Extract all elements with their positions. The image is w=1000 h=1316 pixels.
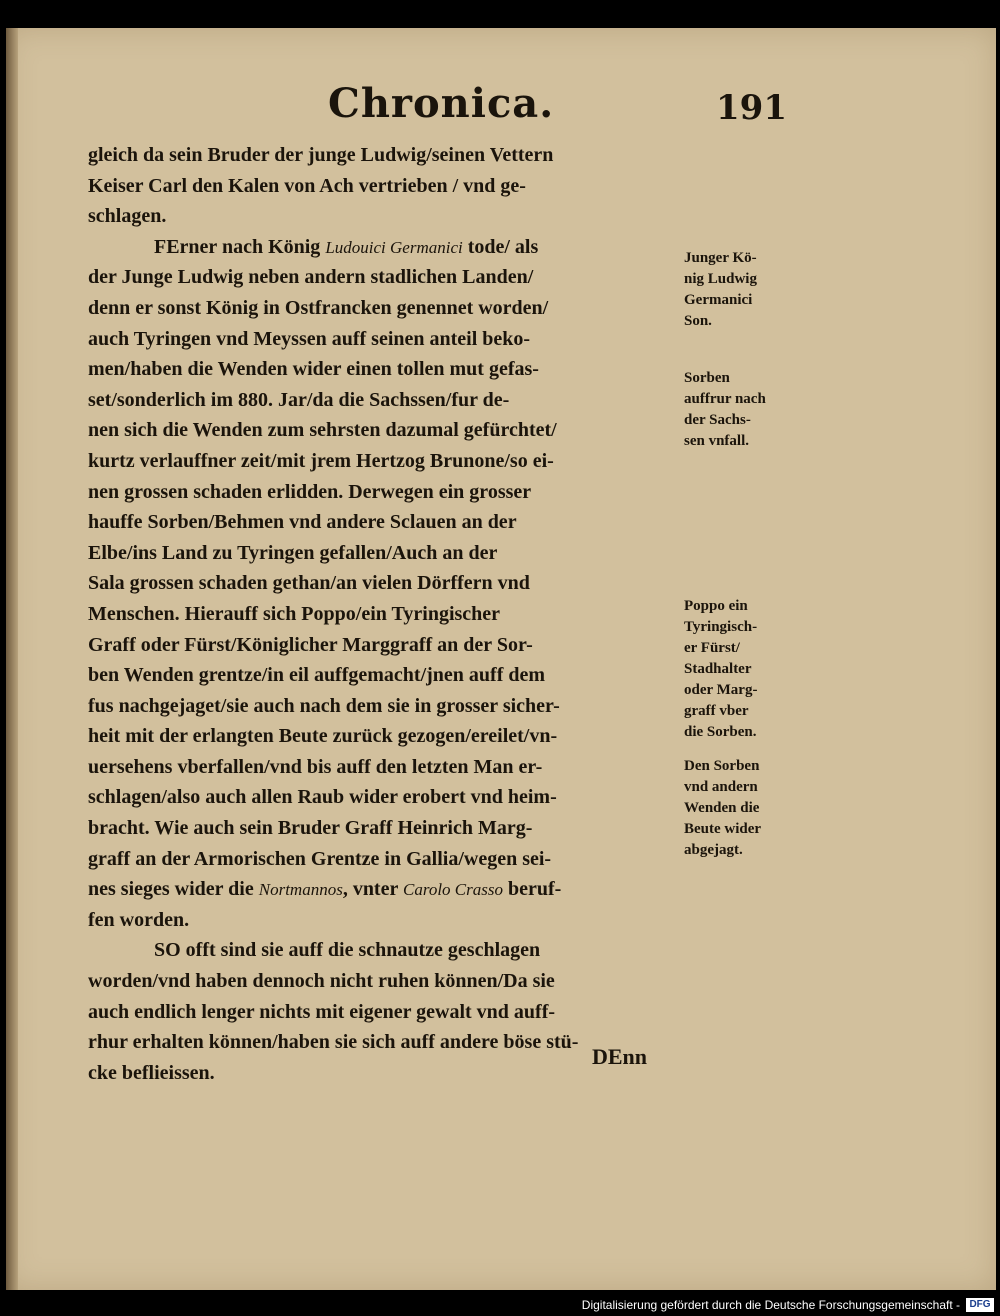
marginal-line: Den Sorben [684,758,760,774]
marginal-line: oder Marg- [684,682,758,698]
latin-term: Ludouici Germanici [325,237,463,257]
marginal-line: der Sachs- [684,412,751,428]
marginal-line: sen vnfall. [684,433,750,449]
footer-bar [0,1298,1000,1316]
page-binding-edge [6,28,18,1290]
text-segment: FErner nach König [154,235,326,258]
text-segment: beruf- [502,878,562,901]
text-line: fen worden. [88,908,190,931]
marginal-line: Junger Kö- [684,250,757,266]
latin-term: Nortmannos [258,880,343,900]
marginal-line: graff vber [684,703,749,719]
marginal-line: er Fürst/ [684,640,740,656]
text-line: bracht. Wie auch sein Bruder Graff Heinrich Marg- [88,817,533,840]
marginal-line: Sorben [684,370,730,386]
text-line: auch Tyringen vnd Meyssen auff seinen anteil beko- [88,327,531,350]
text-line: cke beflieissen. [88,1061,215,1084]
marginal-line: Wenden die [684,800,760,816]
text-line: Menschen. Hierauff sich Poppo/ein Tyringischer [88,602,501,625]
marginal-line: nig Ludwig [684,271,757,287]
text-line: Graff oder Fürst/Königlicher Marggraff an der Sor- [88,633,533,656]
marginal-line: die Sorben. [684,724,757,740]
text-line: heit mit der erlangten Beute zurück gezogen/ereilet/vn- [88,725,558,748]
text-line: der Junge Ludwig neben andern stadlichen Landen/ [88,266,534,289]
text-line: Keiser Carl den Kalen von Ach vertrieben / vnd ge- [88,174,526,197]
marginal-line: Son. [684,313,712,329]
text-line: set/sonderlich im 880. Jar/da die Sachssen/fur de- [88,388,510,411]
marginal-line: abgejagt. [684,842,743,858]
dfg-logo: DFG [966,1298,994,1312]
funding-credit: Digitalisierung gefördert durch die Deutsche Forschungsgemeinschaft - [581,1298,960,1312]
text-segment: nes sieges wider die [88,878,259,901]
text-line: men/haben die Wenden wider einen tollen mut gefas- [88,358,539,381]
marginal-line: Tyringisch- [684,619,758,635]
marginal-note-1 [684,248,810,332]
page-number: 191 [716,88,787,128]
running-title: Chronica. [328,80,555,127]
text-line: fus nachgejaget/sie auch nach dem sie in grosser sicher- [88,694,560,717]
text-line: schlagen. [88,205,167,228]
text-line: Sala grossen schaden gethan/an vielen Dörffern vnd [88,572,530,595]
marginal-line: vnd andern [684,779,758,795]
catchword: DEnn [592,1044,648,1069]
text-line: denn er sonst König in Ostfrancken genennet worden/ [88,296,549,319]
marginal-note-4 [684,756,810,861]
text-line: SO offt sind sie auff die schnautze geschlagen [154,939,541,962]
text-segment: , vnter [342,878,403,901]
text-line: schlagen/also auch allen Raub wider erobert vnd heim- [88,786,557,809]
text-line: hauffe Sorben/Behmen vnd andere Sclauen an der [88,511,517,534]
marginal-line: Germanici [684,292,753,308]
text-line: nen grossen schaden erlidden. Derwegen ein grosser [88,480,532,503]
text-line: rhur erhalten können/haben sie sich auff andere böse stü- [88,1031,579,1054]
main-text-block [88,140,680,1088]
page-header [0,80,1000,140]
text-line: Elbe/ins Land zu Tyringen gefallen/Auch an der [88,541,498,564]
text-line [88,232,680,263]
text-line: ben Wenden grentze/in eil auffgemacht/jnen auff dem [88,664,546,687]
marginal-note-3 [684,596,810,743]
text-line [88,874,680,905]
marginal-line: Beute wider [684,821,762,837]
marginal-line: auffrur nach [684,391,766,407]
marginal-note-2 [684,368,810,452]
text-line: worden/vnd haben dennoch nicht ruhen können/Da sie [88,970,555,993]
text-line: nen sich die Wenden zum sehrsten dazumal gefürchtet/ [88,419,557,442]
text-segment: tode/ als [462,235,539,258]
latin-term: Carolo Crasso [403,880,503,900]
text-line: kurtz verlauffner zeit/mit jrem Hertzog Brunone/so ei- [88,449,554,472]
text-line: uersehens vberfallen/vnd bis auff den letzten Man er- [88,755,543,778]
text-line: gleich da sein Bruder der junge Ludwig/seinen Vettern [88,144,554,166]
marginal-line: Stadhalter [684,661,752,677]
text-line: graff an der Armorischen Grentze in Gallia/wegen sei- [88,847,552,870]
marginal-line: Poppo ein [684,598,748,614]
text-line: auch endlich lenger nichts mit eigener gewalt vnd auff- [88,1000,556,1023]
